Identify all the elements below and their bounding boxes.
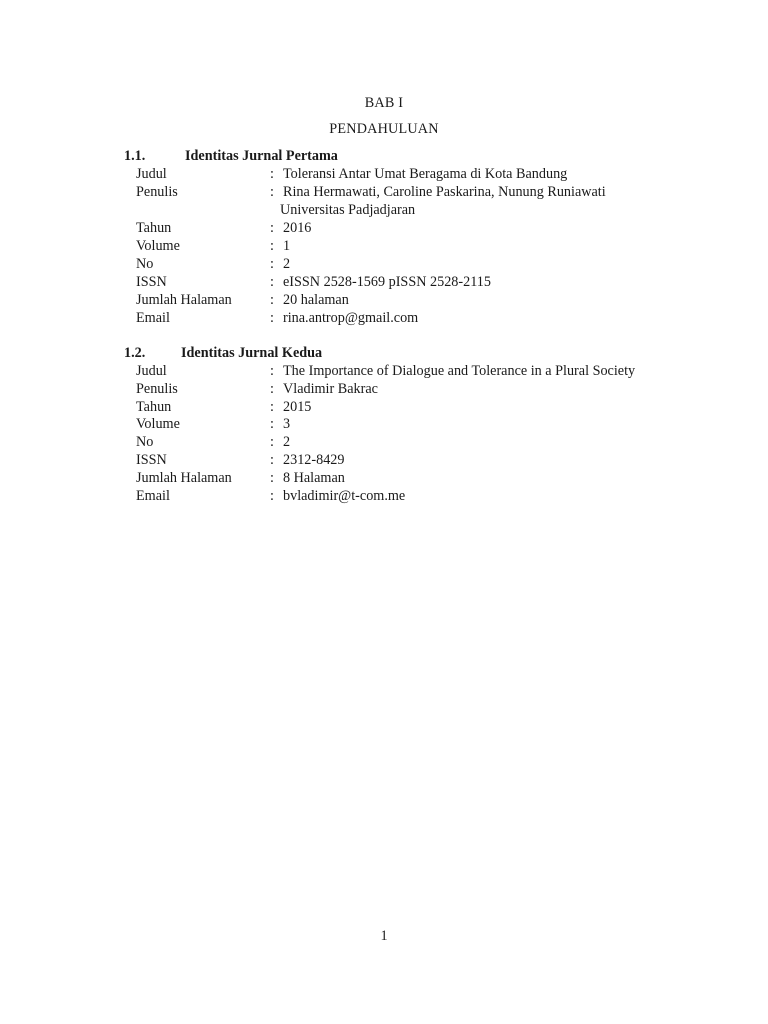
field-row-no xyxy=(0,255,768,273)
field-colon: : xyxy=(270,416,274,432)
field-value: 2016 xyxy=(283,220,312,236)
field-colon: : xyxy=(270,434,274,450)
field-label: No xyxy=(136,434,154,450)
field-label: Tahun xyxy=(136,220,172,236)
field-colon: : xyxy=(270,220,274,236)
field-value: 2 xyxy=(283,434,291,450)
field-row-jumlah-halaman xyxy=(0,291,768,309)
field-value: 2 xyxy=(283,256,291,272)
field-colon: : xyxy=(270,292,274,308)
field-colon: : xyxy=(270,310,274,326)
field-colon: : xyxy=(270,399,274,415)
field-row-tahun xyxy=(0,219,768,237)
field-row-penulis xyxy=(0,380,768,398)
field-value: Toleransi Antar Umat Beragama di Kota Bandung xyxy=(283,166,568,182)
chapter-title: PENDAHULUAN xyxy=(329,121,439,137)
field-row-penulis-affiliation xyxy=(0,201,768,219)
field-colon: : xyxy=(270,238,274,254)
field-value-continuation: Universitas Padjadjaran xyxy=(280,202,416,218)
field-label: Judul xyxy=(136,166,167,182)
field-label: Penulis xyxy=(136,184,178,200)
field-colon: : xyxy=(270,381,274,397)
field-label: Email xyxy=(136,310,170,326)
page-number: 1 xyxy=(380,928,388,944)
field-value: bvladimir@t-com.me xyxy=(283,488,406,504)
field-row-tahun xyxy=(0,398,768,416)
field-colon: : xyxy=(270,488,274,504)
field-value: 20 halaman xyxy=(283,292,349,308)
field-colon: : xyxy=(270,166,274,182)
field-value: Vladimir Bakrac xyxy=(283,381,378,397)
field-value: 3 xyxy=(283,416,291,432)
field-row-volume xyxy=(0,415,768,433)
field-row-no xyxy=(0,433,768,451)
field-row-email xyxy=(0,309,768,327)
field-label: Volume xyxy=(136,238,180,254)
field-label: Jumlah Halaman xyxy=(136,292,232,308)
field-colon: : xyxy=(270,363,274,379)
field-label: Email xyxy=(136,488,170,504)
chapter-label: BAB I xyxy=(364,95,404,111)
field-row-penulis xyxy=(0,183,768,201)
field-row-issn xyxy=(0,273,768,291)
field-row-volume xyxy=(0,237,768,255)
field-label: Judul xyxy=(136,363,167,379)
field-value: 2015 xyxy=(283,399,312,415)
field-colon: : xyxy=(270,452,274,468)
field-value: The Importance of Dialogue and Tolerance in a Plural Society xyxy=(283,363,636,379)
field-row-email xyxy=(0,487,768,505)
field-value: 8 Halaman xyxy=(283,470,345,486)
field-colon: : xyxy=(270,274,274,290)
field-value: rina.antrop@gmail.com xyxy=(283,310,419,326)
field-label: Volume xyxy=(136,416,180,432)
field-value: 1 xyxy=(283,238,291,254)
field-value: 2312-8429 xyxy=(283,452,345,468)
field-value: Rina Hermawati, Caroline Paskarina, Nunung Runiawati xyxy=(283,184,606,200)
field-label: No xyxy=(136,256,154,272)
field-row-issn xyxy=(0,451,768,469)
field-colon: : xyxy=(270,184,274,200)
field-value: eISSN 2528-1569 pISSN 2528-2115 xyxy=(283,274,491,290)
section-title: Identitas Jurnal Kedua xyxy=(181,345,323,361)
section-number: 1.1. xyxy=(124,148,146,164)
field-row-judul xyxy=(0,362,768,380)
field-colon: : xyxy=(270,470,274,486)
field-row-judul xyxy=(0,165,768,183)
field-label: Penulis xyxy=(136,381,178,397)
field-colon: : xyxy=(270,256,274,272)
field-row-jumlah-halaman xyxy=(0,469,768,487)
field-label: Tahun xyxy=(136,399,172,415)
field-label: ISSN xyxy=(136,452,167,468)
field-label: Jumlah Halaman xyxy=(136,470,232,486)
section-title: Identitas Jurnal Pertama xyxy=(185,148,338,164)
field-label: ISSN xyxy=(136,274,167,290)
section-number: 1.2. xyxy=(124,345,146,361)
